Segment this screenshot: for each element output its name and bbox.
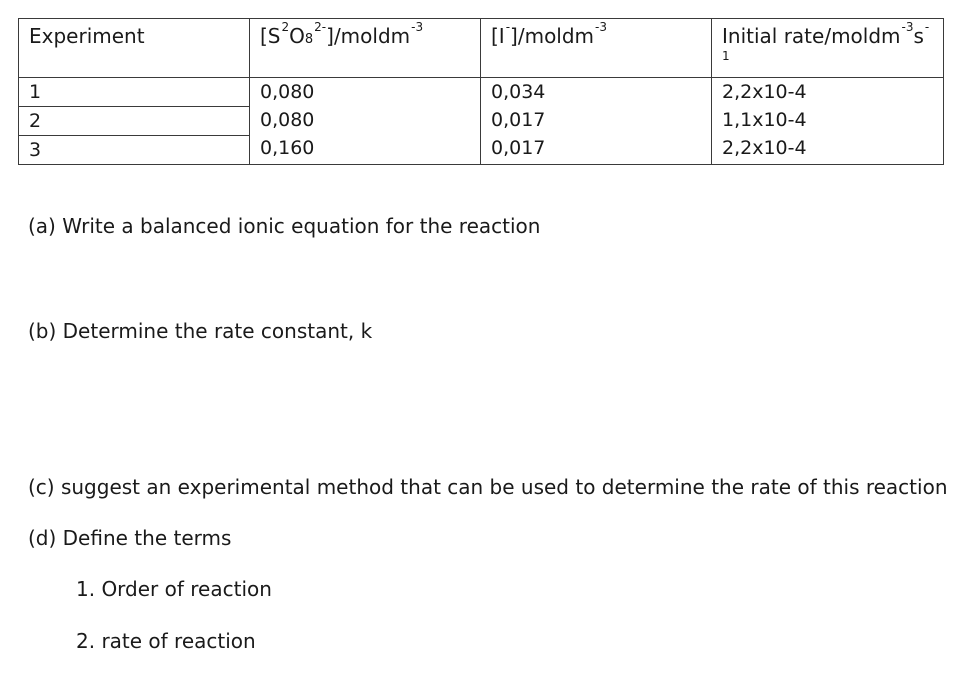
list-item-order-of-reaction: 1. Order of reaction (76, 577, 272, 601)
s2o8-unit-sup: -3 (411, 20, 424, 34)
iodide-column (481, 78, 712, 165)
rate-cell: 2,2x10-4 (722, 137, 807, 159)
s2o8-open: [S (260, 24, 281, 48)
s2o8-close: ]/moldm (326, 24, 411, 48)
rate-column (712, 78, 944, 165)
rate-data-table (18, 18, 944, 165)
table-header-row (19, 19, 944, 78)
s2o8-sup2: 2- (314, 20, 327, 34)
question-d: (d) Define the terms (28, 526, 232, 550)
rate-continuation: 1 (722, 49, 730, 63)
s2o8-sub: 8 (304, 32, 314, 47)
question-a: (a) Write a balanced ionic equation for the reaction (28, 214, 541, 238)
s2o8-cell: 0,080 (260, 109, 315, 131)
experiment-cell: 1 (19, 78, 249, 107)
rate-text: Initial rate/moldm (722, 24, 901, 48)
iodide-unit-sup: -3 (595, 20, 608, 34)
rate-sup2: - (924, 20, 930, 34)
iodide-cell: 0,034 (491, 81, 546, 103)
question-b: (b) Determine the rate constant, k (28, 319, 373, 343)
iodide-sup1: - (505, 20, 511, 34)
s2o8-sup1: 2 (281, 20, 290, 34)
s2o8-mid: O (289, 24, 305, 48)
iodide-open: [I (491, 24, 505, 48)
iodide-cell: 0,017 (491, 109, 546, 131)
header-iodide-concentration (481, 19, 712, 78)
s2o8-cell: 0,080 (260, 81, 315, 103)
experiment-cell: 2 (19, 107, 249, 136)
rate-cell: 1,1x10-4 (722, 109, 807, 131)
question-c: (c) suggest an experimental method that can be used to determine the rate of this reaction (28, 475, 948, 499)
rate-cell: 2,2x10-4 (722, 81, 807, 103)
iodide-cell: 0,017 (491, 137, 546, 159)
rate-sup1: -3 (901, 20, 914, 34)
experiment-column (19, 78, 250, 165)
table-body-row (19, 78, 944, 165)
header-experiment: Experiment (19, 19, 250, 78)
header-s2o8-concentration (250, 19, 481, 78)
s2o8-cell: 0,160 (260, 137, 315, 159)
rate-s: s (913, 24, 924, 48)
header-initial-rate (712, 19, 944, 78)
experiment-cell: 3 (29, 139, 42, 161)
iodide-close: ]/moldm (510, 24, 595, 48)
s2o8-column (250, 78, 481, 165)
list-item-rate-of-reaction: 2. rate of reaction (76, 629, 256, 653)
